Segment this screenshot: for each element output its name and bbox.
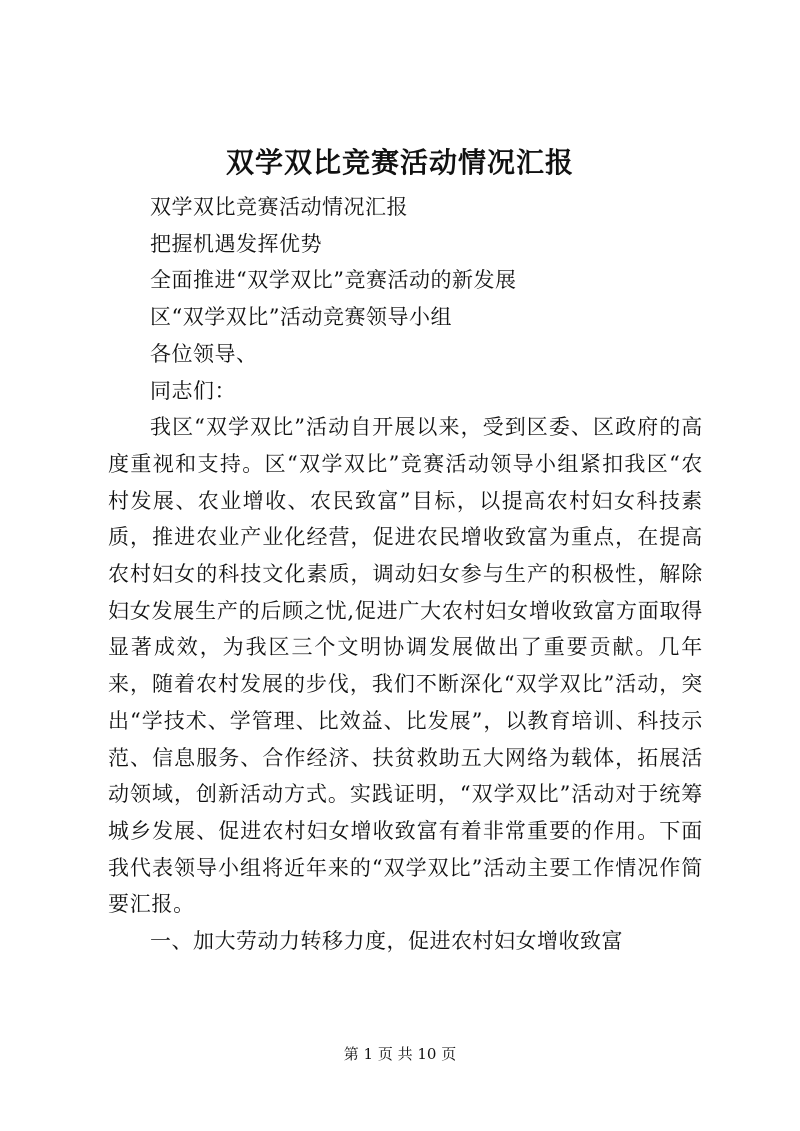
document-title: 双学双比竞赛活动情况汇报 — [225, 146, 574, 179]
document-body — [108, 189, 703, 960]
subtitle-line: 把握机遇发挥优势 — [150, 231, 322, 256]
subtitle-line: 全面推进“双学双比”竞赛活动的新发展 — [150, 268, 517, 293]
body-paragraph: 我区“双学双比”活动自开展以来，受到区委、区政府的高度重视和支持。区“双学双比”竞赛活动领导小组紧扣我区“农村发展、农业增收、农民致富”目标，以提高农村妇女科技素质，推进农业产业化经营，促进农民增收致富为重点，在提高农村妇女的科技文化素质，调动妇女参与生产的积极性，解除妇女发展生产的后顾之忧,促进广大农村妇女增收致富方面取得显著成效，为我区三个文明协调发展做出了重要贡献。几年来，随着农村发展的步伐，我们不断深化“双学双比”活动，突出“学技术、学管理、比效益、比发展”，以教育培训、科技示范、信息服务、合作经济、扶贫救助五大网络为载体，拓展活动领域，创新活动方式。实践证明，“双学双比”活动对于统筹城乡发展、促进农村妇女增收致富有着非常重要的作用。下面我代表领导小组将近年来的“双学双比”活动主要工作情况作简要汇报。 — [108, 415, 703, 917]
page-footer: 第 1 页 共 10 页 — [343, 1045, 457, 1063]
section-heading: 一、加大劳动力转移力度，促进农村妇女增收致富 — [150, 929, 623, 954]
salutation-line: 各位领导、 — [150, 341, 258, 366]
author-line: 区“双学双比”活动竞赛领导小组 — [150, 305, 452, 330]
salutation-line: 同志们： — [150, 378, 236, 403]
subtitle-line: 双学双比竞赛活动情况汇报 — [150, 195, 408, 219]
